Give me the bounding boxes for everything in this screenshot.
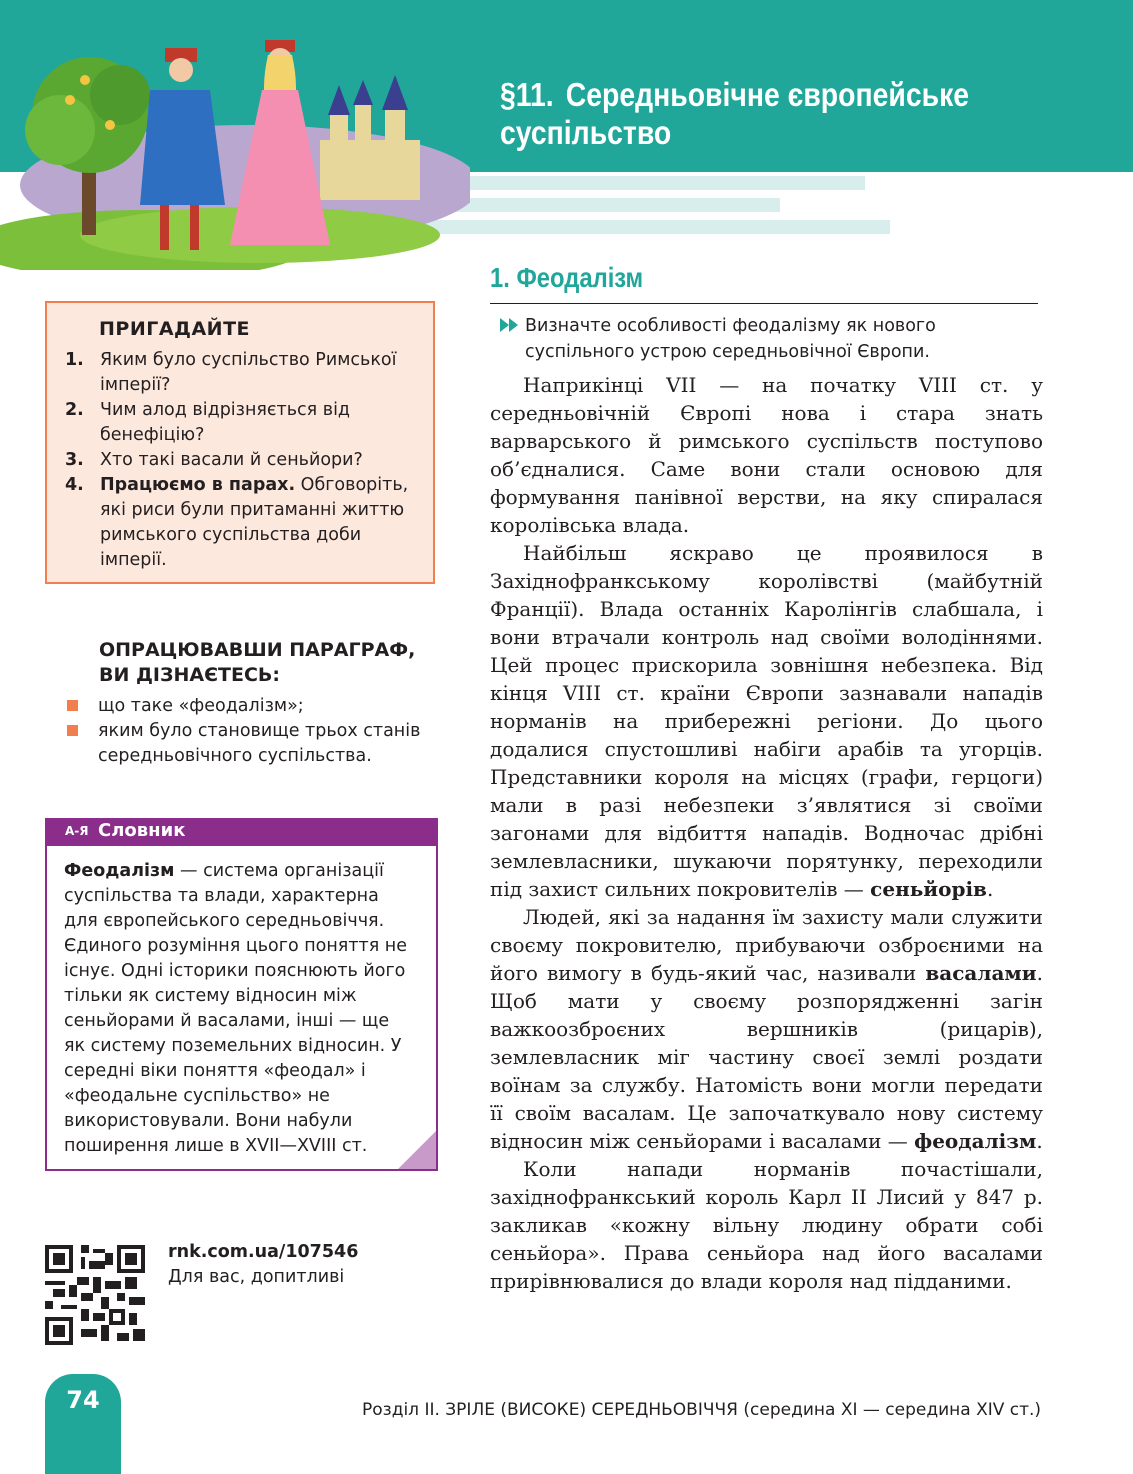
recall-item [65, 348, 425, 398]
p3-text-b: . Щоб мати у своєму розпорядженні загін важкоозброєних вершників (рицарів), землевласник міг частину своєї землі роздати воїнам за службу. Натомість вони могли передати її своїм васалам. Це започаткувало нову систему відносин між сеньйорами і васалами — [490, 961, 1043, 1153]
p3-end: . [1036, 1129, 1043, 1153]
p2-text: Найбільш яскраво це проявилося в Західнофранкському королівстві (майбутній Франції). Влада останніх Каролінгів слабшала, і вони втрачали контроль над своїми володіннями. Цей процес прискорила зовнішня небезпека. Від кінця VIII ст. країни Європи зазнавали нападів норманів на прибережні регіони. До цього додалися спустошливі набіги арабів та угорців. Представники короля на місцях (графи, герцоги) мали в разі небезпеки з’являтися зі своїми загонами для відбиття нападів. Водночас дрібні землевласники, шукаючи порятунку, переходили під захист сильних покровителів — [490, 541, 1043, 901]
section-task [525, 313, 1035, 365]
main-paragraph-1: Наприкінці VII — на початку VIII ст. у середньовічній Європі нова і стара знать варварського й римського суспільств поступово об’єдналися. Саме вони стали основою для формування панівної верстви, на яку спиралася королівська влада. [490, 373, 1043, 537]
title-line-1: Середньовічне європейське [565, 76, 970, 113]
main-paragraph-2 [490, 539, 1043, 903]
main-paragraph-3 [490, 903, 1043, 1155]
learn-item-text: яким було становище трьох станів середньовічного суспільства. [98, 721, 421, 766]
medieval-couple-illustration [0, 20, 470, 270]
learn-item-text: що таке «феодалізм»; [98, 696, 304, 716]
page-curl-icon [398, 1131, 436, 1169]
recall-item-text [100, 473, 425, 573]
recall-item-rest: Обговоріть, які риси були притаманні життю римського суспільства доби імперії. [100, 475, 409, 570]
bullet-square [67, 700, 78, 711]
title-line-2: суспільство [500, 114, 672, 151]
glossary-definition [64, 859, 409, 1159]
p2-end: . [986, 877, 994, 901]
pair-work-label: Працюємо в парах. [100, 475, 296, 495]
learn-title: ОПРАЦЮВАВШИ ПАРАГРАФ, ВИ ДІЗНАЄТЕСЬ: [99, 639, 416, 686]
recall-title: ПРИГАДАЙТЕ [99, 318, 251, 340]
chapter-footer: Розділ II. ЗРІЛЕ (ВИСОКЕ) СЕРЕДНЬОВІЧЧЯ (середина XI — середина XIV ст.) [362, 1400, 1042, 1420]
term-vassals: васалами [925, 961, 1037, 985]
qr-code[interactable] [45, 1245, 145, 1345]
recall-item-text: Чим алод відрізняється від бенефіцію? [100, 400, 351, 445]
glossary-term: Феодалізм [64, 861, 175, 881]
section-rule [490, 303, 1038, 304]
recall-item-number: 1. [65, 350, 84, 370]
resource-link[interactable]: rnk.com.ua/107546 [168, 1242, 359, 1262]
main-text [490, 371, 1043, 1295]
recall-item [65, 448, 425, 473]
glossary-az-icon: А-Я [65, 824, 89, 838]
page-number: 74 [66, 1386, 100, 1414]
recall-item-number: 2. [65, 400, 84, 420]
learn-item [65, 694, 435, 719]
paragraph-title [500, 76, 1016, 152]
term-seniors: сеньйорів [870, 877, 987, 901]
term-feudalism: феодалізм [914, 1129, 1037, 1153]
bullet-square [67, 725, 78, 736]
main-paragraph-4: Коли напади норманів почастішали, західнофранкський король Карл II Лисий у 847 р. закликав «кожну вільну людину обрати собі сеньйора». Права сеньйора над його васалами прирівнювалися до влади короля над підданими. [490, 1157, 1043, 1293]
paragraph-number: §11. [500, 76, 554, 113]
section-heading: 1. Феодалізм [490, 262, 644, 293]
recall-item-number: 4. [65, 475, 84, 495]
task-line-2: суспільного устрою середньовічної Європи. [525, 342, 930, 362]
double-arrow-icon [500, 318, 520, 332]
task-line-1: Визначте особливості феодалізму як нового [525, 316, 936, 336]
recall-item [65, 398, 425, 448]
glossary-title: Словник [98, 820, 186, 841]
recall-item-text: Хто такі васали й сеньйори? [100, 450, 363, 470]
glossary-definition-text: — система організації суспільства та влади, характерна для європейського середньовіччя. Єдиного розуміння цього поняття не існує. Одні історики пояснюють його тільки як систему відносин між сеньйорами й васалами, інші — ще як систему поземельних відносин. У середні віки поняття «феодал» і «феодальне суспільство» не використовували. Вони набули поширення лише в XVII—XVIII ст. [64, 861, 408, 1156]
recall-item-number: 3. [65, 450, 84, 470]
learn-item [65, 719, 435, 769]
p3-text-a: Людей, які за надання їм захисту мали служити своєму покровителю, прибуваючи озброєними на його вимогу в будь-який час, називали [490, 905, 1043, 985]
recall-item-text: Яким було суспільство Римської імперії? [100, 350, 397, 395]
recall-item [65, 473, 425, 573]
resource-caption: Для вас, допитливі [168, 1267, 345, 1287]
